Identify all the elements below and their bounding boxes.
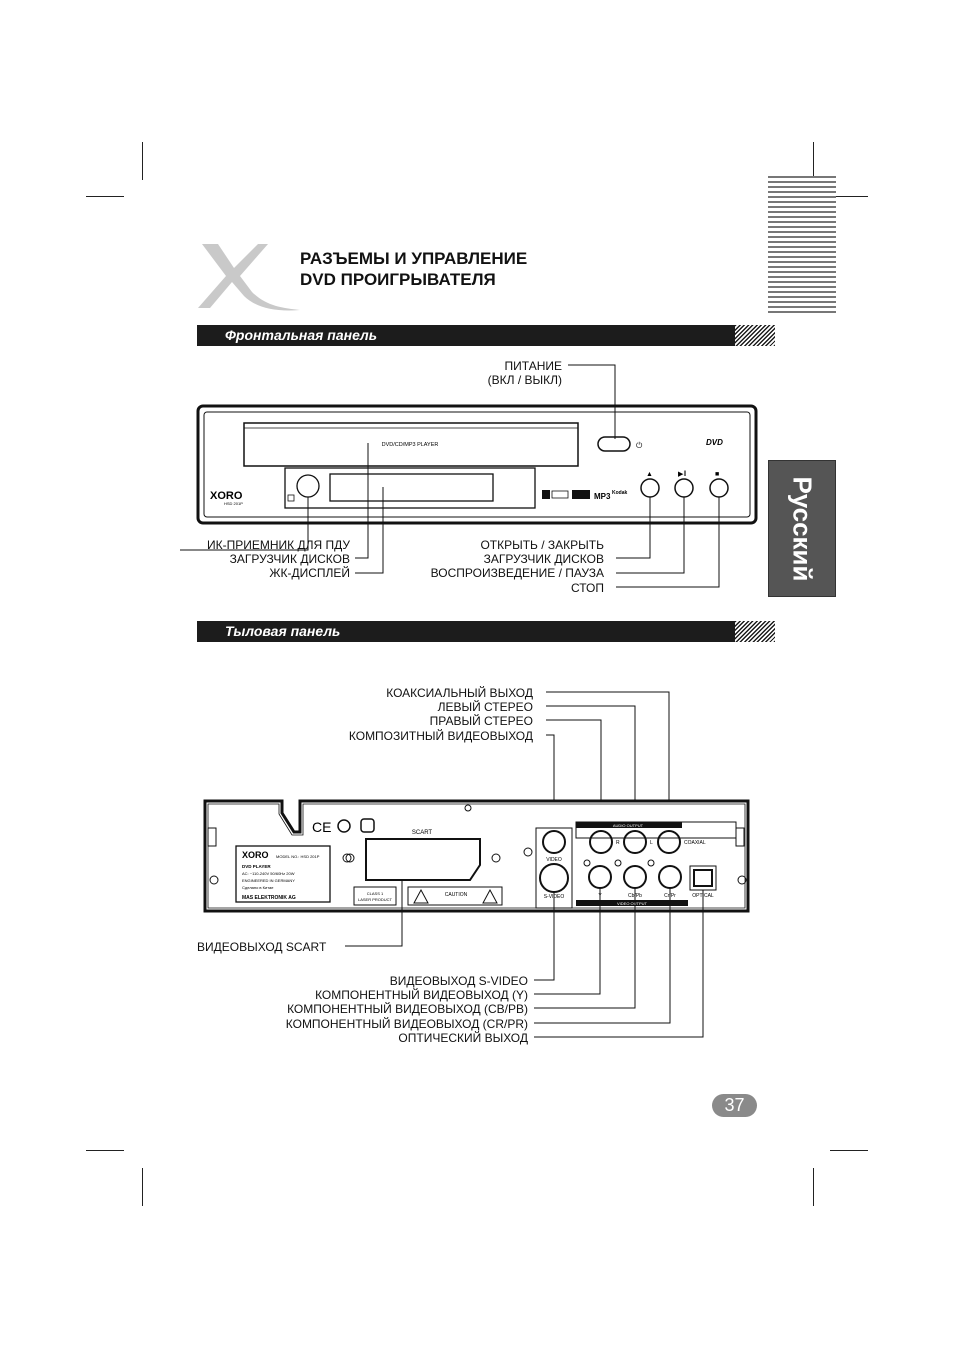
page-title bbox=[300, 248, 527, 290]
coaxial-text: COAXIAL bbox=[684, 840, 706, 846]
kodak-logo: Kodak bbox=[612, 490, 628, 496]
x-logo-icon bbox=[196, 240, 302, 312]
rear-top-label-2: ЛЕВЫЙ СТЕРЕО bbox=[437, 700, 533, 714]
rear-power: AC: ~110-240V 50/60Hz 20W bbox=[242, 871, 295, 876]
rear-top-label-3: ПРАВЫЙ СТЕРЕО bbox=[429, 714, 533, 728]
r-text: R bbox=[616, 840, 620, 846]
rear-company: MAS ELEKTRONIK AG bbox=[242, 895, 296, 901]
scart-label: ВИДЕОВЫХОД SCART bbox=[197, 940, 327, 954]
rear-brand: XORO bbox=[242, 850, 269, 860]
rear-bottom-label-1: ВИДЕОВЫХОД S-VIDEO bbox=[389, 974, 528, 988]
stop-icon: ■ bbox=[715, 471, 720, 478]
crop-mark bbox=[830, 1150, 868, 1151]
front-right-label-3: ВОСПРОИЗВЕДЕНИЕ / ПАУЗА bbox=[430, 566, 604, 580]
front-left-label-1: ИК-ПРИЕМНИК ДЛЯ ПДУ bbox=[207, 538, 350, 552]
ce-mark: CE bbox=[312, 819, 332, 835]
video-text: VIDEO bbox=[546, 857, 562, 863]
optical-text: OPTICAL bbox=[692, 893, 714, 899]
front-section-title: Фронтальная панель bbox=[225, 327, 378, 343]
front-right-label-2: ЗАГРУЗЧИК ДИСКОВ bbox=[483, 552, 604, 566]
play-pause-icon: ▶‖ bbox=[678, 471, 687, 478]
rear-section-bar bbox=[197, 621, 737, 642]
rear-section-title: Тыловая панель bbox=[225, 623, 341, 639]
tray-text: DVD/CD/MP3 PLAYER bbox=[381, 442, 439, 448]
front-right-label-1: ОТКРЫТЬ / ЗАКРЫТЬ bbox=[480, 538, 604, 552]
power-label-1: ПИТАНИЕ bbox=[504, 359, 562, 373]
video-output-text: VIDEO OUTPUT bbox=[616, 901, 648, 906]
rear-engineered: ENGINEERED IN GERMANY bbox=[242, 878, 295, 883]
class1-text: CLASS 1 bbox=[366, 891, 384, 896]
eject-icon: ▲ bbox=[646, 471, 653, 478]
rear-model: MODEL NO.: HSD 201P bbox=[276, 854, 320, 859]
crop-mark bbox=[86, 1150, 124, 1151]
scart-text: SCART bbox=[411, 830, 433, 836]
svideo-text: S-VIDEO bbox=[543, 894, 565, 900]
front-right-label-4: СТОП bbox=[570, 581, 604, 595]
crop-mark bbox=[86, 196, 124, 197]
power-label bbox=[440, 359, 562, 387]
crop-mark bbox=[142, 1168, 143, 1206]
audio-output-text: AUDIO OUTPUT bbox=[612, 823, 644, 828]
front-section-bar bbox=[197, 325, 737, 346]
dvd-logo: DVD bbox=[706, 438, 723, 447]
y-text: Y bbox=[598, 893, 602, 899]
l-text: L bbox=[650, 840, 653, 846]
crop-mark bbox=[142, 142, 143, 180]
front-brand: XORO bbox=[210, 490, 243, 502]
rear-bottom-label-3: КОМПОНЕНТНЫЙ ВИДЕОВЫХОД (CB/PB) bbox=[287, 1002, 528, 1016]
rear-bottom-label-5: ОПТИЧЕСКИЙ ВЫХОД bbox=[398, 1031, 528, 1045]
cr-text: Cr/Pr bbox=[664, 893, 676, 899]
power-icon: ⏻ bbox=[636, 441, 643, 450]
front-model: HSD 201P bbox=[224, 501, 243, 506]
rear-top-label-1: КОАКСИАЛЬНЫЙ ВЫХОД bbox=[386, 686, 533, 700]
crop-mark bbox=[813, 142, 814, 180]
title-line-2: DVD ПРОИГРЫВАТЕЛЯ bbox=[300, 270, 496, 289]
page-number: 37 bbox=[712, 1094, 757, 1117]
rear-china: Сделано в Китае bbox=[242, 885, 274, 890]
section-hatch bbox=[735, 621, 775, 642]
section-hatch bbox=[735, 325, 775, 346]
rear-bottom-label-4: КОМПОНЕНТНЫЙ ВИДЕОВЫХОД (CR/PR) bbox=[285, 1017, 528, 1031]
crop-mark bbox=[813, 1168, 814, 1206]
laser-text: LASER PRODUCT bbox=[357, 897, 393, 902]
mp3-logo: MP3 bbox=[594, 492, 611, 501]
language-tab-label: Русский bbox=[787, 475, 818, 582]
rear-bottom-label-2: КОМПОНЕНТНЫЙ ВИДЕОВЫХОД (Y) bbox=[315, 988, 528, 1002]
caution-text: CAUTION bbox=[444, 892, 468, 898]
power-label-2: (ВКЛ / ВЫКЛ) bbox=[487, 373, 562, 387]
rear-top-label-4: КОМПОЗИТНЫЙ ВИДЕОВЫХОД bbox=[348, 729, 533, 743]
cb-text: Cb/Pb bbox=[628, 893, 642, 899]
front-left-label-2: ЗАГРУЗЧИК ДИСКОВ bbox=[229, 552, 350, 566]
title-line-1: РАЗЪЕМЫ И УПРАВЛЕНИЕ bbox=[300, 249, 528, 268]
front-left-label-3: ЖК-ДИСПЛЕЙ bbox=[269, 566, 350, 580]
decorative-stripes bbox=[768, 176, 836, 313]
rear-dvd-player: DVD PLAYER bbox=[242, 864, 271, 869]
